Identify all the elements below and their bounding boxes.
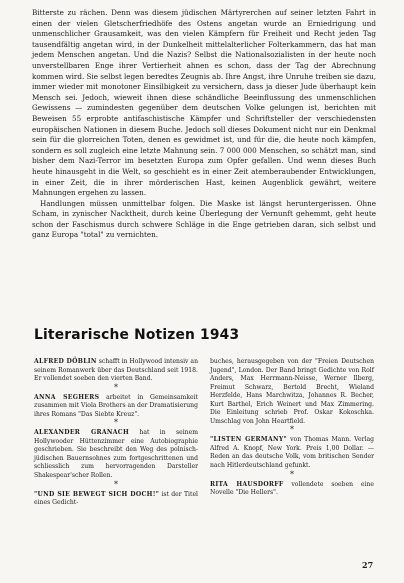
notice-lead: RITA HAUSDORFF xyxy=(210,480,284,488)
section-heading: Literarische Notizen 1943 xyxy=(34,327,240,343)
star-separator-icon: * xyxy=(114,479,118,489)
notices-right-column xyxy=(210,358,374,508)
notice-text: schafft in Hollywood intensiv an seinem Romanwerk über das Deutschland seit 1918. Er vollendet soeben den vierten Band. xyxy=(34,358,198,383)
article-body xyxy=(32,8,376,241)
notice-lead: "UND SIE BEWEGT SICH DOCH!" xyxy=(34,490,160,498)
notice-text: buches, herausgegeben von der "Freien Deutschen Jugend", London. Der Band bringt Gedichte von Rolf Anders, Max Herrmann-Neisse, Werner Ilberg, Freimut Schwarz, Bertold Brecht, Wieland Herzfelde, Hans Marchwitza, Johannes R. Becher, Kurt Barthel, Erich Weinert und Max Zimmering. Die Einleitung schrieb Prof. Oskar Kokoschka. Umschlag von John Heartfield. xyxy=(210,358,374,425)
notice-entry xyxy=(34,491,198,508)
article-paragraph: Bitterste zu rächen. Denn was diesem jüdischen Märtyrerchen auf seiner letzten Fahrt in einen der vielen Gletscherfriedhöfe des Ostens angetan wurde an Erniedrigung und unmenschlicher Grausamkeit, was den vielen Kämpfern für Freiheit und Recht jeden Tag tausendfältig angetan wird, in der Dunkelheit mittelalterlicher Folterkammern, das hat man jedem Menschen angetan. Und die Nazis? Selbst die Nationalsozialisten in der heute noch unverstellbaren Enge ihrer Vertierheit ahnen es schon, dass der Tag der Abrechnung kommen wird. Sie selbst legen beredtes Zeugnis ab. Ihre Angst, ihre Unruhe treiben sie dazu, immer wieder mit monotoner Einsilbigkeit zu versichern, dass ja dieser Jude überhaupt kein Mensch sei. Jedoch, wieweit ihnen diese schändliche Beeinflussung des unmenschlichen Gewissens — zumindesten gegenüber dem deutschen Volke gelungen ist, berichten mit Beweisen 55 erprobte antifaschistische Kämpfer und Schriftsteller der verschiedensten europäischen Nationen in diesem Buche. Jedoch soll dieses Dokument nicht nur ein Denkmal sein für die glorreichen Toten, denen es gewidmet ist, und für die, die heute noch kämpfen, sondern es soll zugleich eine letzte Mahnung sein. 7 000 000 Menschen, so schätzt man, sind bisher dem Nazi-Terror im besetzten Europa zum Opfer gefallen. Und wenn dieses Buch heute hinausgeht in die Welt, so geschieht es in einer Zeit atemberaubender Entwicklungen, in einer Zeit, die in ihrer mörderischen Hast, keinen Augenblick gewährt, weitere Mahnungen ergehen zu lassen. xyxy=(32,8,377,198)
notice-lead: ANNA SEGHERS xyxy=(34,393,100,401)
notice-entry xyxy=(210,481,374,498)
page-number: 27 xyxy=(362,560,374,570)
notice-lead: ALEXANDER GRANACH xyxy=(34,429,130,437)
notice-entry xyxy=(34,358,198,384)
notice-text: von Thomas Mann. Verlag Alfred A. Knopf, New York. Preis 1,00 Dollar. — Reden an das deutsche Volk, vom britischen Sender nach Hitlerdeutschland gefunkt. xyxy=(210,436,375,470)
article-paragraph: Handlungen müssen unmittelbar folgen. Die Maske ist längst heruntergerissen. Ohne Scham, in zynischer Nacktheit, durch keine Überlegung der Vernunft gehemmt, geht heute schon der Faschismus durch schwere Schläge in die Enge getrieben daran, sich selbst und ganz Europa "total" zu vernichten. xyxy=(32,198,376,240)
notice-text: ist der Titel eines Gedicht- xyxy=(34,490,199,507)
notice-lead: ALFRED DÖBLIN xyxy=(34,358,97,365)
star-separator-icon: * xyxy=(290,425,294,435)
notice-entry xyxy=(34,429,198,480)
notice-entry xyxy=(34,394,198,420)
notices-columns xyxy=(34,358,374,508)
notice-entry xyxy=(210,436,374,470)
star-separator-icon: * xyxy=(114,418,118,428)
notices-left-column xyxy=(34,358,198,508)
notice-text: hat in seinem Hollywooder Hüttenzimmer eine Autobiographie geschrieben. Sie beschreibt den Weg des polnisch-jüdischen Bauernsohnes zum fortgeschrittenen und schliesslich zum hervorragenden Darsteller Shakespear'scher Rollen. xyxy=(34,429,198,480)
notice-entry xyxy=(210,358,374,426)
notice-lead: "LISTEN GERMANY" xyxy=(210,436,287,444)
notice-text: arbeitet in Gemeinsamkeit zusammen mit Viola Brothers an der Dramatisierung ihres Romans "Das Siebte Kreuz". xyxy=(34,393,199,418)
star-separator-icon: * xyxy=(290,469,294,479)
star-separator-icon: * xyxy=(114,382,118,392)
notice-text: vollendete soeben eine Novelle "Die Hellers". xyxy=(210,480,374,497)
